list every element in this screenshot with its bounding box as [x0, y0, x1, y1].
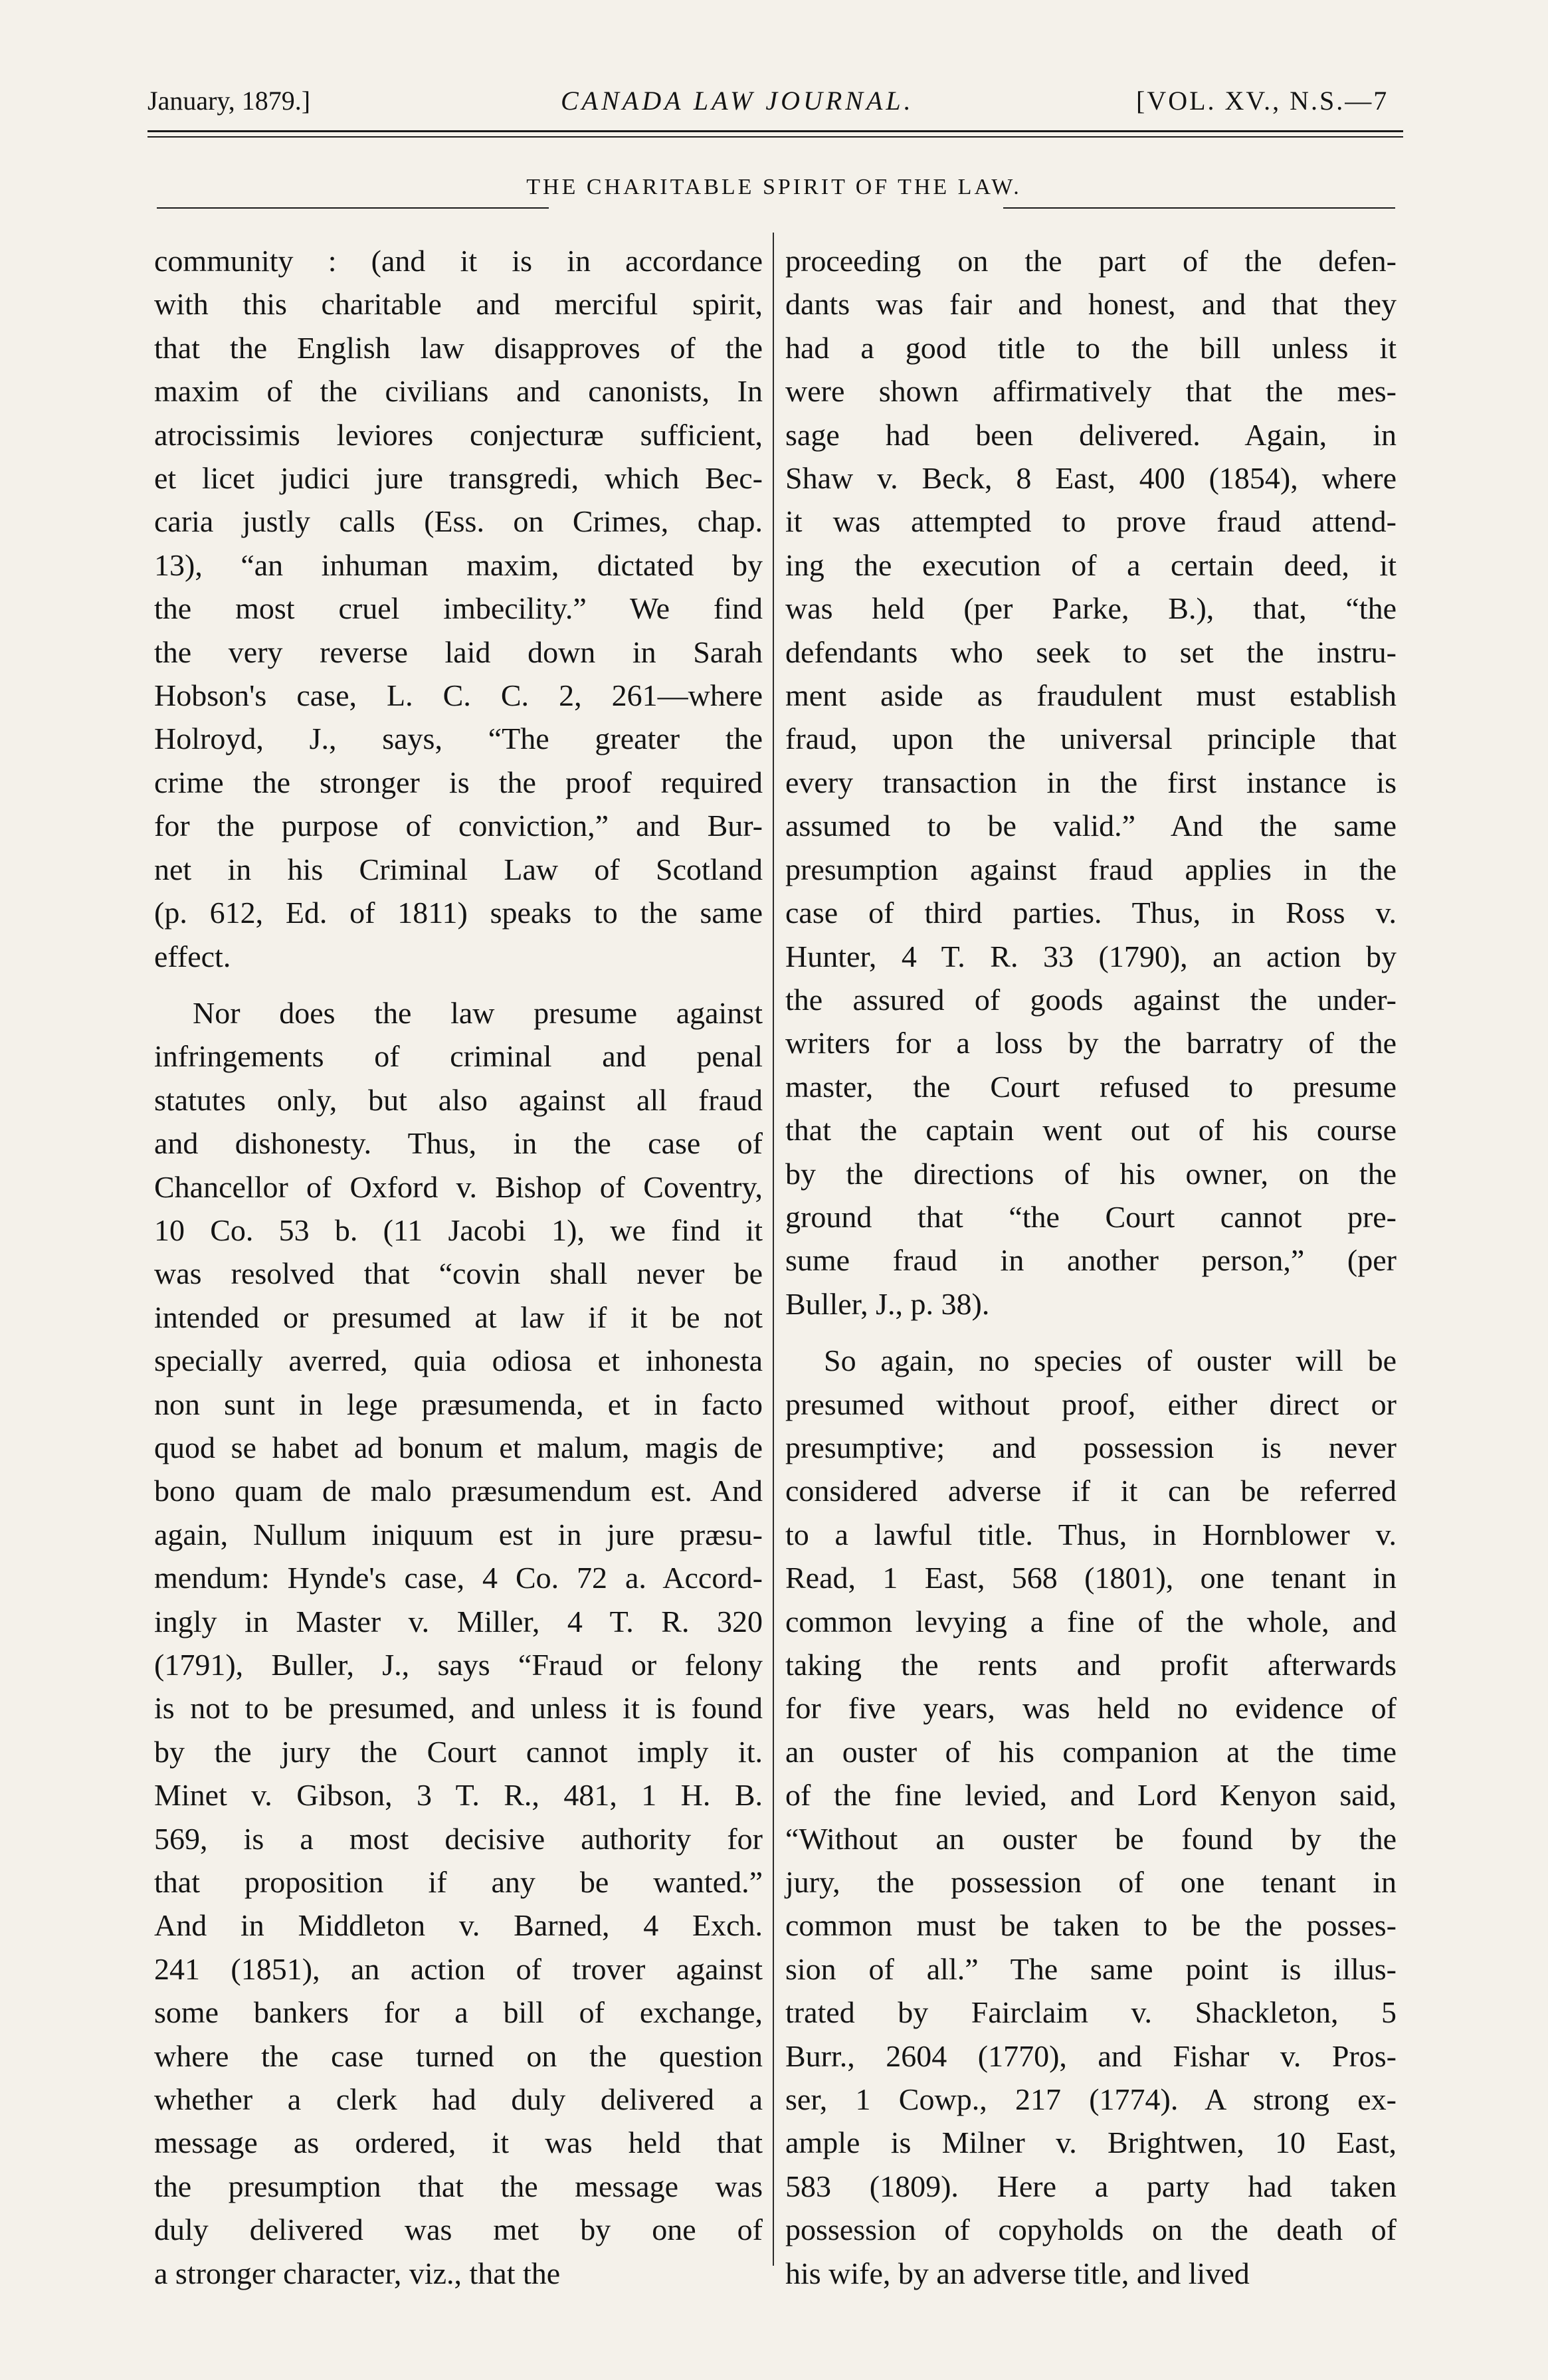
text-line: Hobson's case, L. C. C. 2, 261—where [154, 678, 763, 713]
text-line: that the captain went out of his course [785, 1113, 1397, 1147]
text-line: sion of all.” The same point is illus- [785, 1951, 1397, 1986]
text-line: again, Nullum iniquum est in jure præsu- [154, 1517, 763, 1551]
section-rule-right [1003, 207, 1395, 209]
text-line: Buller, J., p. 38). [785, 1286, 990, 1321]
text-line: effect. [154, 939, 231, 973]
text-line: maxim of the civilians and canonists, In [154, 374, 763, 409]
text-line: that the English law disapproves of the [154, 330, 763, 365]
text-line: 241 (1851), an action of trover against [154, 1951, 763, 1986]
text-line: considered adverse if it can be referred [785, 1474, 1397, 1508]
text-line: common must be taken to be the posses- [785, 1908, 1397, 1943]
text-line: ample is Milner v. Brightwen, 10 East, [785, 2126, 1397, 2160]
text-line: by the jury the Court cannot imply it. [154, 1734, 763, 1769]
text-line: ground that “the Court cannot pre- [785, 1199, 1397, 1234]
text-line: ser, 1 Cowp., 217 (1774). A strong ex- [785, 2082, 1397, 2117]
text-line: Burr., 2604 (1770), and Fishar v. Pros- [785, 2038, 1397, 2073]
text-line: 10 Co. 53 b. (11 Jacobi 1), we find it [154, 1213, 763, 1247]
text-line: sage had been delivered. Again, in [785, 417, 1397, 452]
text-line: a stronger character, viz., that the [154, 2256, 561, 2290]
text-line: for five years, was held no evidence of [785, 1691, 1397, 1726]
text-line: And in Middleton v. Barned, 4 Exch. [154, 1908, 763, 1943]
text-line: some bankers for a bill of exchange, [154, 1995, 763, 2030]
text-line: non sunt in lege præsumenda, et in facto [154, 1387, 763, 1421]
text-line: duly delivered was met by one of [154, 2213, 763, 2247]
text-line: presumptive; and possession is never [785, 1430, 1397, 1464]
text-line: (p. 612, Ed. of 1811) speaks to the same [154, 896, 763, 930]
column-divider [773, 233, 774, 2266]
volume-page-number: [VOL. XV., N.S.—7 [1136, 86, 1389, 116]
text-line: et licet judici jure transgredi, which Bec- [154, 461, 763, 496]
text-line: it was attempted to prove fraud attend- [785, 504, 1397, 539]
text-line: dants was fair and honest, and that they [785, 287, 1397, 322]
section-rule-left [157, 207, 549, 209]
text-line: bono quam de malo præsumendum est. And [154, 1474, 763, 1508]
left-column-text [154, 239, 763, 2295]
text-line: Chancellor of Oxford v. Bishop of Coventry, [154, 1169, 763, 1204]
issue-date: January, 1879.] [147, 86, 311, 116]
text-line: every transaction in the first instance is [785, 765, 1397, 799]
text-line: So again, no species of ouster will be [824, 1343, 1397, 1378]
header-rule-top [147, 130, 1403, 132]
text-line: the assured of goods against the under- [785, 982, 1397, 1017]
section-title: THE CHARITABLE SPIRIT OF THE LAW. [526, 175, 1022, 199]
text-line: with this charitable and merciful spirit, [154, 287, 763, 322]
text-line: Shaw v. Beck, 8 East, 400 (1854), where [785, 461, 1397, 496]
text-line: taking the rents and profit afterwards [785, 1648, 1397, 1682]
text-line: the very reverse laid down in Sarah [154, 635, 763, 669]
text-line: Holroyd, J., says, “The greater the [154, 722, 763, 756]
text-line: common levying a fine of the whole, and [785, 1604, 1397, 1638]
text-line: presumption against fraud applies in the [785, 852, 1397, 886]
text-line: presumed without proof, either direct or [785, 1387, 1397, 1421]
text-line: for the purpose of conviction,” and Bur- [154, 809, 763, 843]
text-line: sume fraud in another person,” (per [785, 1243, 1397, 1278]
text-line: specially averred, quia odiosa et inhonesta [154, 1343, 763, 1378]
text-line: the presumption that the message was [154, 2169, 763, 2203]
text-line: message as ordered, it was held that [154, 2126, 763, 2160]
text-line: master, the Court refused to presume [785, 1069, 1397, 1104]
header-rule-bottom [147, 136, 1403, 138]
journal-title: CANADA LAW JOURNAL. [561, 86, 914, 116]
text-line: writers for a loss by the barratry of the [785, 1026, 1397, 1060]
text-line: by the directions of his owner, on the [785, 1156, 1397, 1191]
text-line: case of third parties. Thus, in Ross v. [785, 896, 1397, 930]
text-line: Nor does the law presume against [193, 995, 763, 1030]
text-line: mendum: Hynde's case, 4 Co. 72 a. Accord- [154, 1561, 763, 1595]
text-line: ing the execution of a certain deed, it [785, 547, 1397, 582]
text-line: where the case turned on the question [154, 2038, 763, 2073]
text-line: crime the stronger is the proof required [154, 765, 763, 799]
text-line: intended or presumed at law if it be not [154, 1300, 763, 1334]
text-line: community : (and it is in accordance [154, 244, 763, 278]
text-line: that proposition if any be wanted.” [154, 1865, 763, 1900]
text-line: Read, 1 East, 568 (1801), one tenant in [785, 1561, 1397, 1595]
text-line: of the fine levied, and Lord Kenyon said, [785, 1778, 1397, 1813]
text-line: proceeding on the part of the defen- [785, 244, 1397, 278]
text-line: his wife, by an adverse title, and lived [785, 2256, 1250, 2290]
text-line: and dishonesty. Thus, in the case of [154, 1126, 763, 1161]
text-line: Hunter, 4 T. R. 33 (1790), an action by [785, 939, 1397, 973]
text-line: assumed to be valid.” And the same [785, 809, 1397, 843]
text-line: net in his Criminal Law of Scotland [154, 852, 763, 886]
text-line: 13), “an inhuman maxim, dictated by [154, 547, 763, 582]
text-line: trated by Fairclaim v. Shackleton, 5 [785, 1995, 1397, 2030]
text-line: caria justly calls (Ess. on Crimes, chap. [154, 504, 763, 539]
text-line: 583 (1809). Here a party had taken [785, 2169, 1397, 2203]
text-line: was held (per Parke, B.), that, “the [785, 591, 1397, 626]
text-line: ment aside as fraudulent must establish [785, 678, 1397, 713]
text-line: atrocissimis leviores conjecturæ sufficient, [154, 417, 763, 452]
text-line: ingly in Master v. Miller, 4 T. R. 320 [154, 1604, 763, 1638]
text-line: had a good title to the bill unless it [785, 330, 1397, 365]
text-line: is not to be presumed, and unless it is found [154, 1691, 763, 1726]
text-line: to a lawful title. Thus, in Hornblower v. [785, 1517, 1397, 1551]
text-line: jury, the possession of one tenant in [785, 1865, 1397, 1900]
text-line: Minet v. Gibson, 3 T. R., 481, 1 H. B. [154, 1778, 763, 1813]
text-line: an ouster of his companion at the time [785, 1734, 1397, 1769]
text-line: 569, is a most decisive authority for [154, 1821, 763, 1856]
text-line: “Without an ouster be found by the [785, 1821, 1397, 1856]
text-line: quod se habet ad bonum et malum, magis de [154, 1430, 763, 1464]
text-line: whether a clerk had duly delivered a [154, 2082, 763, 2117]
text-line: infringements of criminal and penal [154, 1039, 763, 1074]
text-line: the most cruel imbecility.” We find [154, 591, 763, 626]
text-line: was resolved that “covin shall never be [154, 1256, 763, 1291]
text-line: fraud, upon the universal principle that [785, 722, 1397, 756]
right-column-text [785, 239, 1397, 2295]
text-line: defendants who seek to set the instru- [785, 635, 1397, 669]
text-line: possession of copyholds on the death of [785, 2213, 1397, 2247]
text-line: (1791), Buller, J., says “Fraud or felony [154, 1648, 763, 1682]
text-line: were shown affirmatively that the mes- [785, 374, 1397, 409]
text-line: statutes only, but also against all fraud [154, 1082, 763, 1117]
